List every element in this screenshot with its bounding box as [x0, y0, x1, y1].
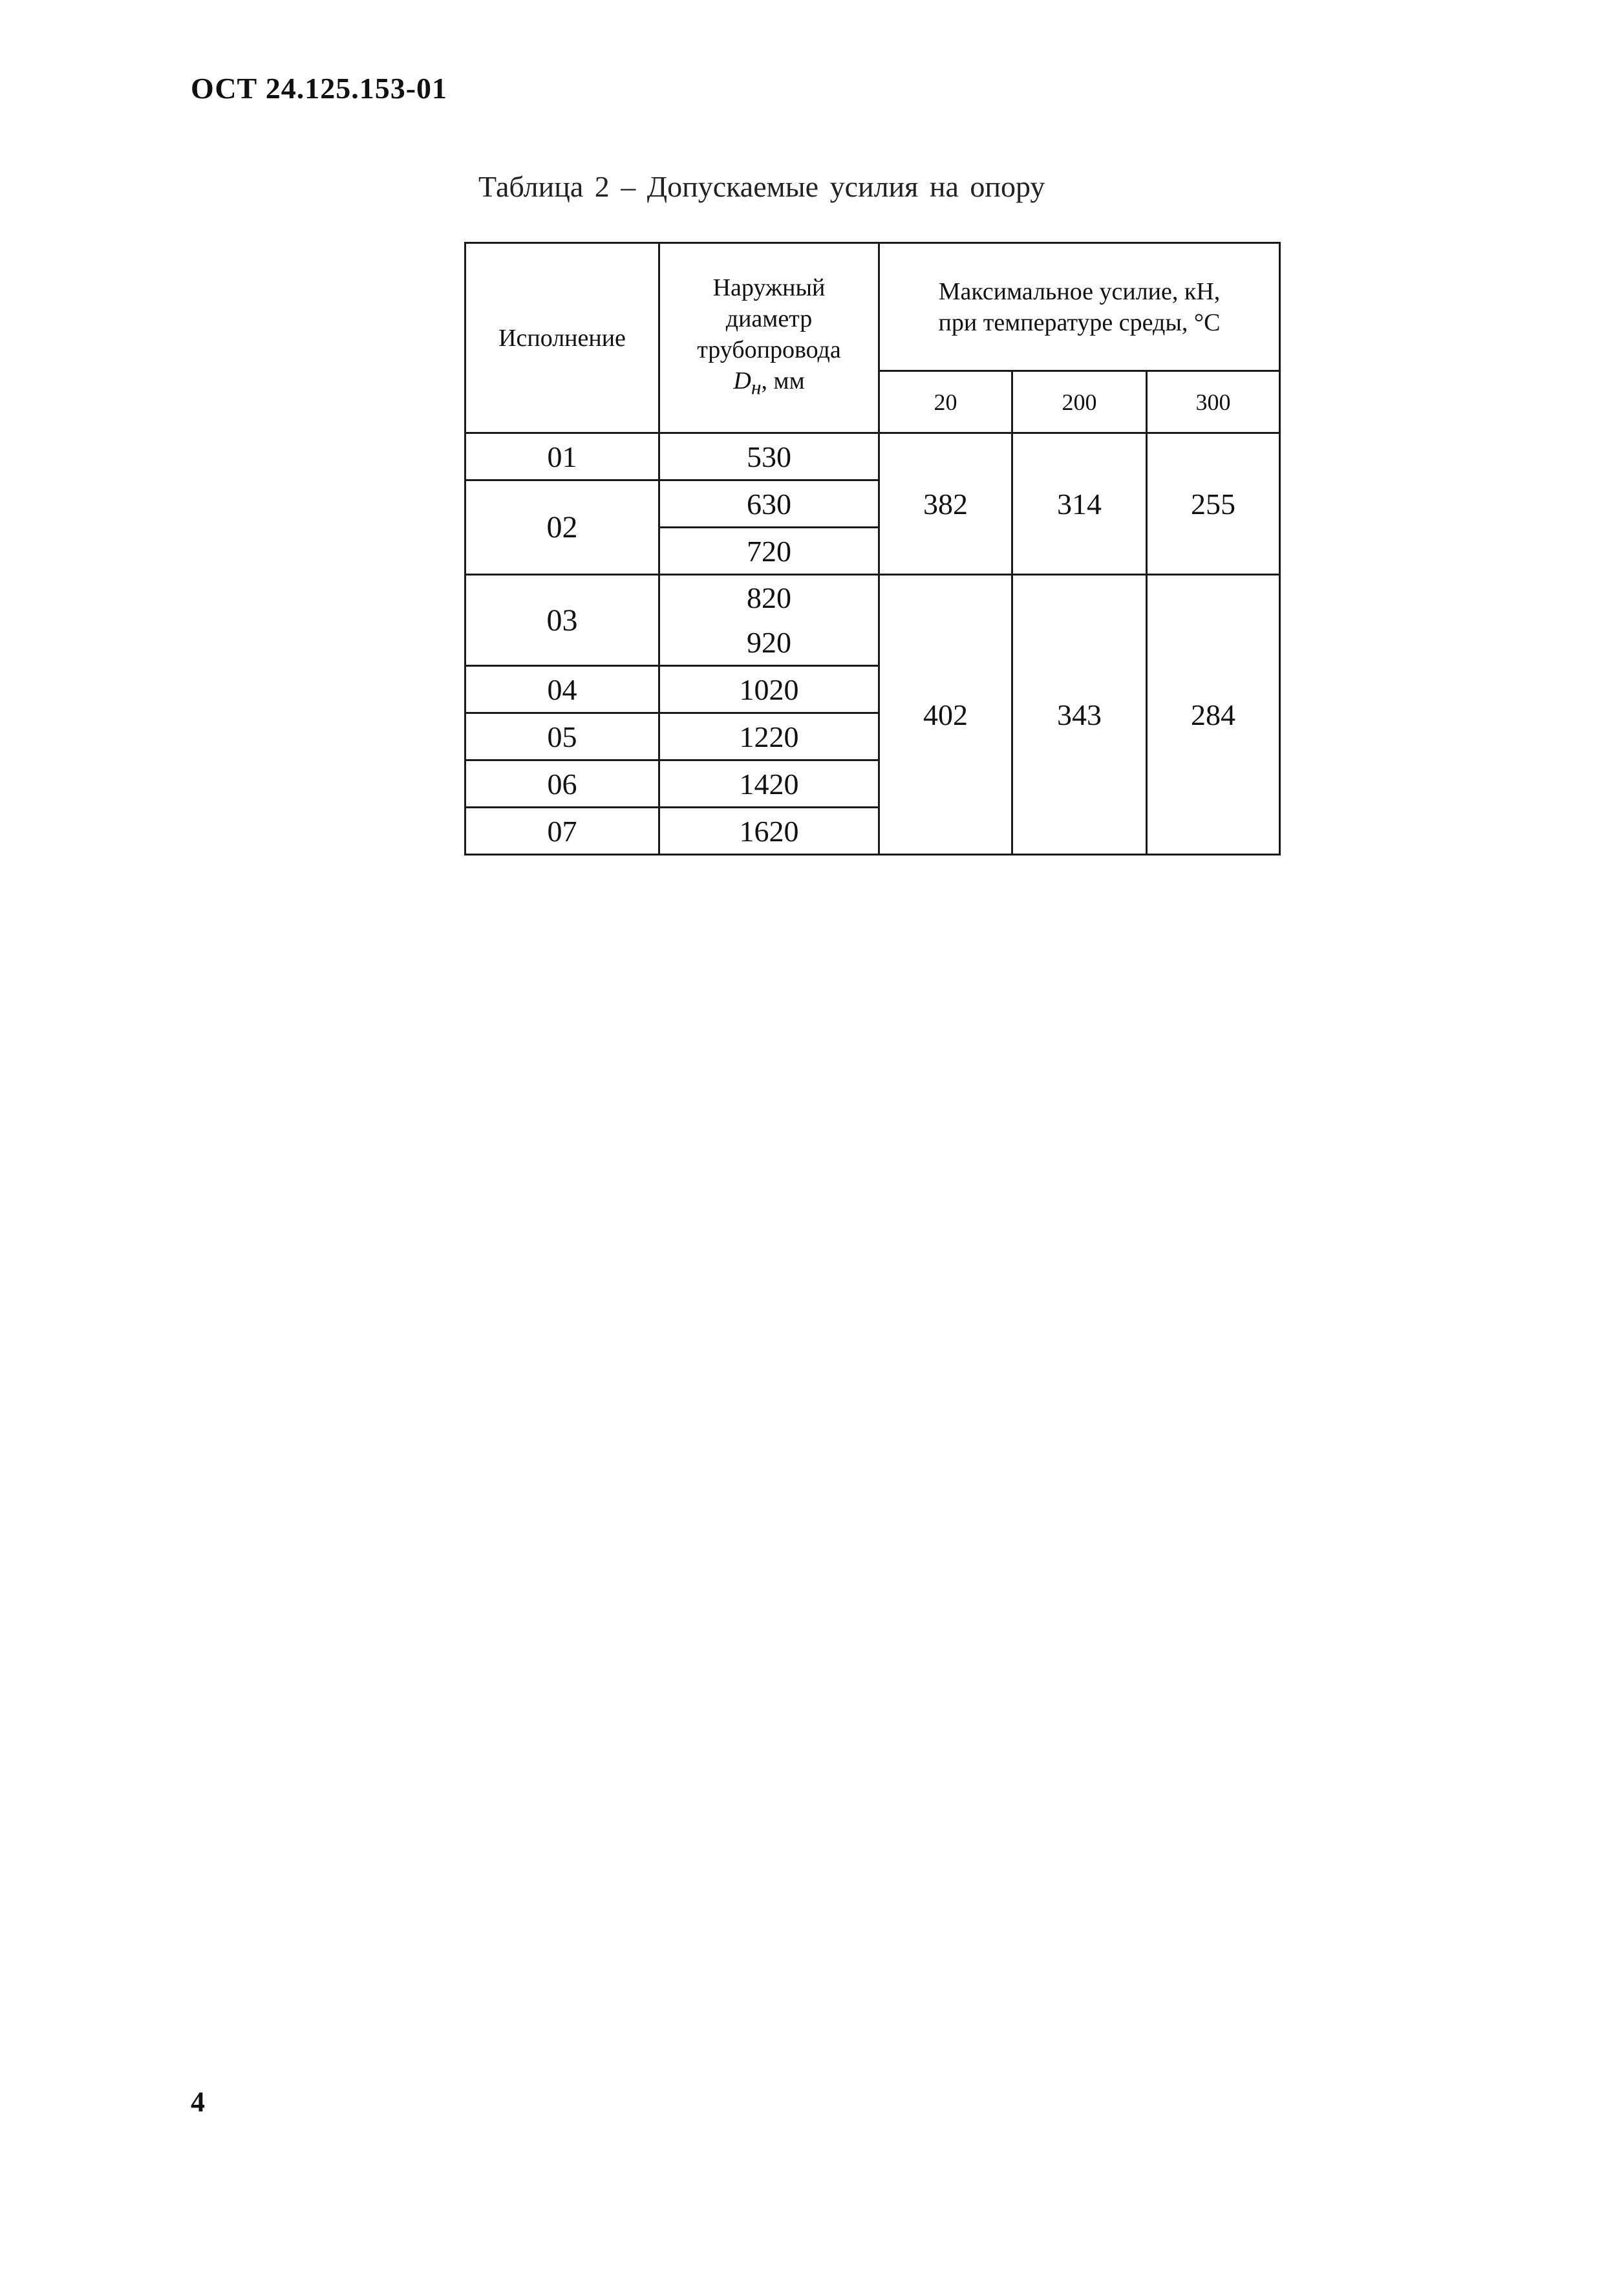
header-force-line2 [880, 307, 1279, 338]
diameter-symbol: D [733, 367, 751, 395]
cell-diameter-stack [659, 575, 879, 666]
cell-execution: 02 [465, 480, 659, 575]
header-diameter-line2: диаметр [725, 305, 813, 333]
header-force-text: при температуре среды, [938, 308, 1194, 336]
header-execution: Исполнение [465, 243, 659, 433]
document-code: ОСТ 24.125.153-01 [191, 72, 448, 105]
header-diameter-line4 [660, 365, 878, 404]
degree-celsius: °С [1193, 308, 1221, 336]
cell-force-group1-200: 314 [1012, 433, 1147, 575]
cell-force-group1-300: 255 [1147, 433, 1280, 575]
header-max-force [879, 243, 1280, 371]
cell-execution: 03 [465, 575, 659, 666]
header-temp-20: 20 [879, 371, 1012, 433]
header-diameter-line3: трубопровода [697, 336, 841, 364]
cell-force-group1-20: 382 [879, 433, 1012, 575]
cell-diameter: 1620 [659, 808, 879, 855]
header-diameter-line1: Наружный [712, 274, 826, 302]
cell-diameter: 1020 [659, 666, 879, 713]
header-temp-200: 200 [1012, 371, 1147, 433]
cell-diameter: 530 [659, 433, 879, 480]
cell-execution: 07 [465, 808, 659, 855]
forces-table-wrapper [464, 242, 1281, 856]
cell-diameter: 1220 [659, 713, 879, 760]
table-row [465, 433, 1280, 480]
cell-diameter: 820 [747, 581, 791, 614]
table-row [465, 575, 1280, 666]
diameter-unit: , мм [761, 367, 805, 395]
cell-force-group2-200: 343 [1012, 575, 1147, 855]
cell-force-group2-300: 284 [1147, 575, 1280, 855]
header-temp-300: 300 [1147, 371, 1280, 433]
cell-execution: 01 [465, 433, 659, 480]
forces-table [464, 242, 1281, 856]
cell-diameter: 630 [659, 480, 879, 528]
header-diameter [659, 243, 879, 433]
cell-diameter: 720 [659, 528, 879, 575]
cell-force-group2-20: 402 [879, 575, 1012, 855]
page-number: 4 [191, 2086, 205, 2118]
header-force-line1: Максимальное усилие, кН, [938, 277, 1221, 305]
table-caption: Таблица 2 – Допускаемые усилия на опору [478, 170, 1045, 203]
cell-diameter: 1420 [659, 760, 879, 808]
cell-execution: 04 [465, 666, 659, 713]
cell-diameter: 920 [747, 626, 791, 659]
cell-execution: 05 [465, 713, 659, 760]
cell-execution: 06 [465, 760, 659, 808]
diameter-subscript: н [751, 376, 762, 399]
